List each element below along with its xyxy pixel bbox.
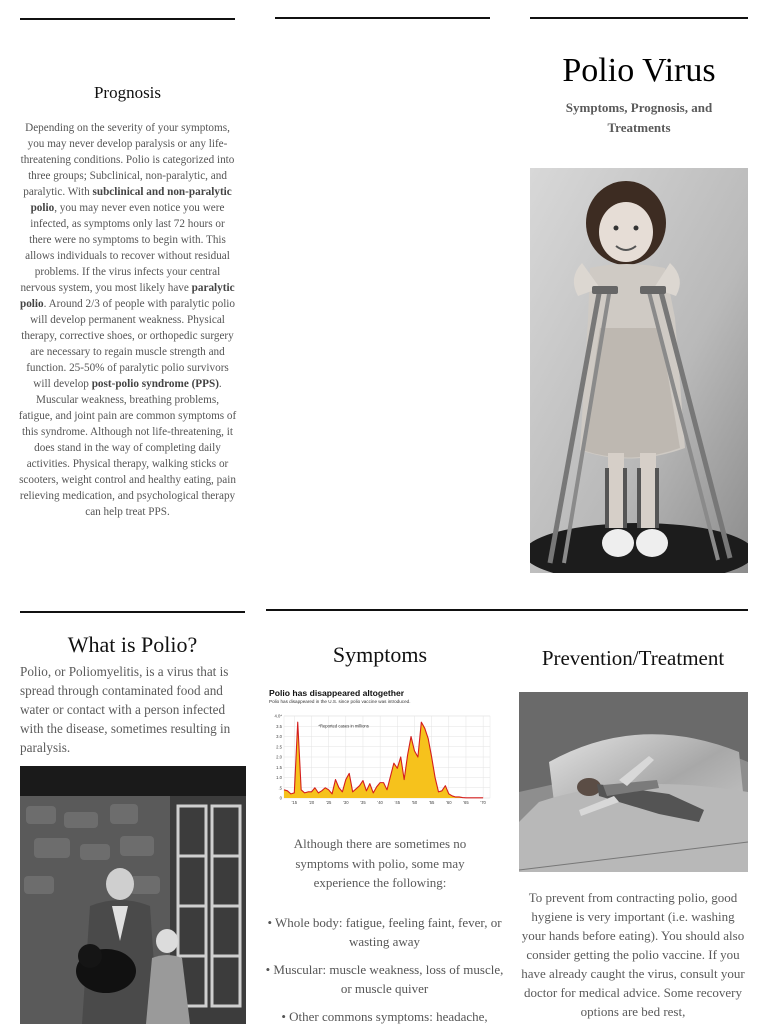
x-tick-label: '25 — [325, 800, 332, 805]
x-tick-label: '65 — [463, 800, 469, 805]
man-with-child-and-dog-photo — [20, 766, 246, 1024]
y-tick-label: 4.0* — [274, 713, 282, 719]
x-tick-label: '35 — [360, 800, 366, 805]
symptom-item-other: • Other commons symptoms: headache, — [281, 1009, 488, 1024]
x-tick-label: '60 — [446, 800, 452, 805]
section-rule-left — [20, 611, 245, 613]
y-tick-label: 3.5 — [276, 723, 282, 729]
symptoms-list — [262, 913, 507, 1035]
what-is-polio-body: Polio, or Poliomyelitis, is a virus that is spread through contaminated food and water or contact with a person infected with the disease, sometimes resulting in paralysis. — [20, 664, 231, 755]
brochure-title: Polio Virus — [562, 52, 716, 89]
symptom-item-body: • Whole body: fatigue, feeling faint, fever, or wasting away — [267, 915, 502, 949]
prognosis-text-4: . Muscular weakness, breathing problems, fatigue, and joint pain are common symptoms of this syndrome. Although not life-threatening, it does stand in the way of completing daily activities. Physical therapy, walking sticks or scooters, weight control and healthy eating, pain relieving medication, and psychological therapy can help treat PPS. — [18, 378, 237, 518]
top-rule-right — [530, 17, 748, 19]
top-rule-left — [20, 18, 235, 20]
prognosis-bold-3: post-polio syndrome (PPS) — [91, 378, 219, 390]
x-tick-label: '30 — [343, 800, 349, 805]
prognosis-text-1: Depending on the severity of your symptoms, you may never develop paralysis or any life-threatening conditions. Polio is categorized into three groups; Subclinical, non-paralytic, and paralytic. With — [20, 122, 235, 198]
x-tick-label: '70 — [480, 800, 486, 805]
top-rule-middle — [275, 17, 490, 19]
symptoms-heading: Symptoms — [332, 642, 428, 667]
iron-lung-patient-photo — [519, 692, 748, 872]
chart-subtitle: Polio has disappeared in the U.S. since polio vaccine was introduced. — [269, 699, 411, 704]
x-tick-label: '55 — [428, 800, 435, 805]
prognosis-bold-1: subclinical and non-paralytic polio — [30, 186, 232, 214]
prognosis-heading: Prognosis — [93, 83, 162, 102]
x-tick-label: '15 — [291, 800, 298, 805]
prognosis-text-3: . Around 2/3 of people with paralytic polio will develop permanent weakness. Physical therapy, corrective shoes, or orthopedic surgery are necessary to regain muscle strength and function. 25-50% of paralytic polio survivors will develop — [21, 298, 236, 390]
chart-plot-area — [266, 710, 494, 812]
section-rule-right — [266, 609, 748, 611]
x-tick-label: '20 — [308, 800, 315, 805]
x-tick-label: '40 — [377, 800, 383, 805]
chart-title: Polio has disappeared altogether — [269, 688, 405, 698]
x-tick-label: '45 — [394, 800, 401, 805]
girl-with-crutches-photo — [530, 168, 748, 573]
prevention-body: To prevent from contracting polio, good hygiene is very important (i.e. washing your hands before eating). You should also consider getting the polio vaccine. If you have already caught the virus, consult your doctor for medical advice. Some recovery options are bed rest, — [521, 890, 745, 1019]
y-tick-label: 2.5 — [276, 744, 282, 750]
symptoms-intro: Although there are sometimes no symptoms with polio, some may experience the following: — [293, 836, 467, 890]
prognosis-bold-2: paralytic polio — [19, 282, 235, 310]
prevention-heading: Prevention/Treatment — [541, 646, 725, 670]
symptom-item-muscular: • Muscular: muscle weakness, loss of muscle, or muscle quiver — [265, 962, 504, 996]
y-tick-label: 3.0 — [276, 734, 282, 739]
y-tick-label: 2.0 — [276, 754, 282, 760]
prognosis-text-2: , you may never even notice you were infected, as symptoms only last 72 hours or there were no symptoms to begin with. This allows individuals to recover without residual problems. If the virus infects your central nervous system, you most likely have — [20, 202, 230, 294]
x-tick-label: '50 — [411, 800, 418, 805]
chart-annotation: *Reported cases in millions — [318, 723, 369, 729]
y-tick-label: .5 — [278, 785, 282, 791]
brochure-subtitle: Symptoms, Prognosis, and Treatments — [565, 100, 713, 135]
polio-cases-chart — [266, 688, 494, 808]
y-tick-label: 1.5 — [276, 764, 282, 770]
y-tick-label: 0 — [279, 795, 282, 801]
prognosis-body — [18, 120, 237, 520]
y-tick-label: 1.0 — [276, 775, 282, 780]
what-is-polio-heading: What is Polio? — [67, 632, 198, 657]
